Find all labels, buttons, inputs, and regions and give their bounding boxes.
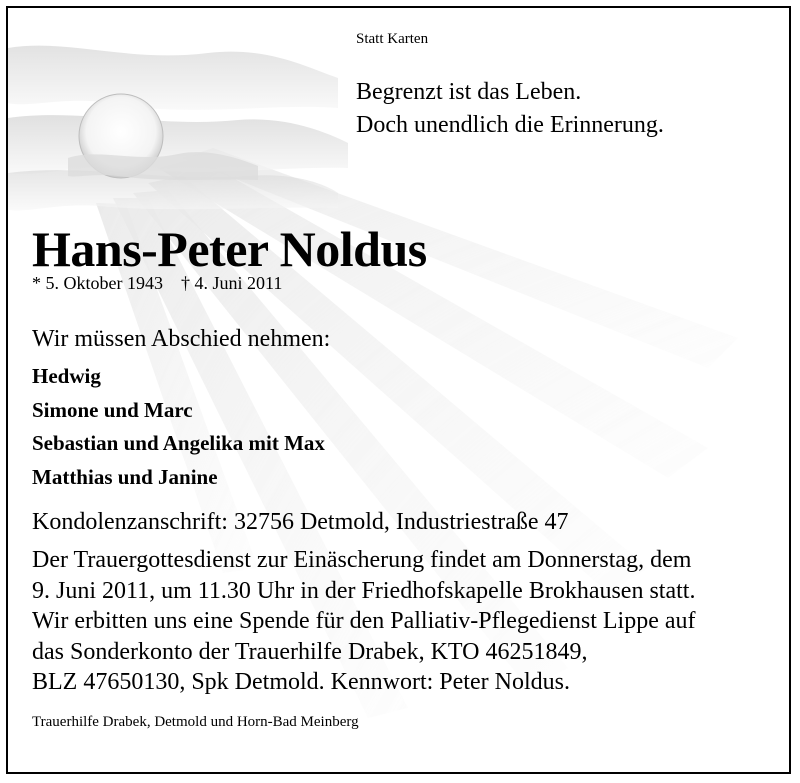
service-line: Der Trauergottesdienst zur Einäscherung findet am Donnerstag, dem	[32, 547, 692, 573]
clouds	[8, 46, 348, 211]
condolence-address: Kondolenzanschrift: 32756 Detmold, Industriestraße 47	[32, 509, 569, 535]
birth-date: * 5. Oktober 1943	[32, 273, 163, 293]
quote-line-2: Doch unendlich die Erinnerung.	[356, 112, 664, 138]
farewell-intro: Wir müssen Abschied nehmen:	[32, 326, 331, 352]
obituary-frame	[6, 6, 791, 774]
life-dates	[32, 273, 282, 294]
mourner-list	[32, 360, 325, 494]
mourner-name: Matthias und Janine	[32, 464, 218, 489]
mourner-name: Sebastian und Angelika mit Max	[32, 431, 325, 455]
statt-karten-label: Statt Karten	[356, 31, 429, 47]
mourner-name: Hedwig	[32, 364, 101, 388]
service-line: Wir erbitten uns eine Spende für den Palliativ-Pflegedienst Lippe auf	[32, 608, 696, 634]
mourner-name: Simone und Marc	[32, 397, 193, 422]
quote-line-1: Begrenzt ist das Leben.	[356, 79, 582, 105]
funeral-home-footer: Trauerhilfe Drabek, Detmold und Horn-Bad Meinberg	[32, 714, 359, 730]
quote	[356, 76, 664, 142]
service-line: 9. Juni 2011, um 11.30 Uhr in der Friedhofskapelle Brokhausen statt.	[32, 577, 696, 604]
deceased-name: Hans-Peter Noldus	[32, 221, 427, 277]
death-date: † 4. Juni 2011	[180, 273, 283, 293]
service-line: das Sonderkonto der Trauerhilfe Drabek, KTO 46251849,	[32, 638, 588, 665]
service-line: BLZ 47650130, Spk Detmold. Kennwort: Peter Noldus.	[32, 669, 570, 695]
service-details	[32, 545, 696, 698]
